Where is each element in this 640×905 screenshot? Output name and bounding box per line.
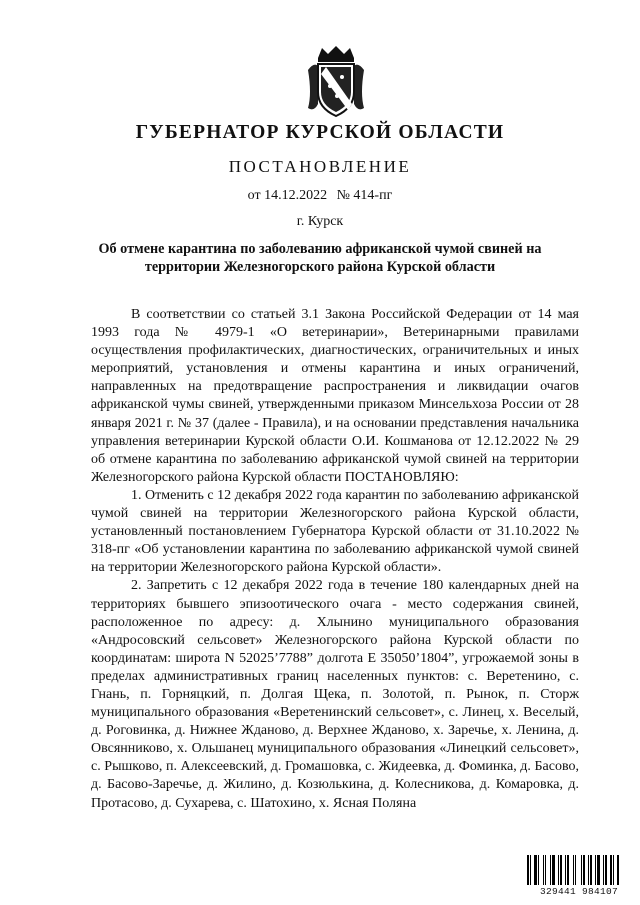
- kursk-coat-of-arms-icon: [304, 44, 368, 118]
- document-number: № 414-пг: [336, 188, 393, 203]
- barcode: [527, 855, 631, 897]
- authority-title: ГУБЕРНАТОР КУРСКОЙ ОБЛАСТИ: [135, 122, 505, 143]
- document-subject: [70, 240, 570, 276]
- document-date-number: [0, 188, 640, 204]
- item-1-paragraph: 1. Отменить с 12 декабря 2022 года карантин по заболеванию африканской чумой свиней на территории Железногорского района Курской области, установленный постановлением Губернатора Курской области от 31.10.2022 № 318-пг «Об установлении карантина по заболеванию африканской чумой свиней на территории Железногорского района Курской области».: [91, 487, 579, 576]
- document-type: ПОСТАНОВЛЕНИЕ: [228, 157, 412, 176]
- document-city: г. Курск: [296, 214, 344, 229]
- document-body: [91, 306, 579, 813]
- barcode-number: 329441 984107: [539, 886, 618, 897]
- barcode-bars: [527, 855, 631, 885]
- subject-line-1: Об отмене карантина по заболеванию африканской чумой свиней на: [98, 241, 542, 257]
- item-2-paragraph: 2. Запретить с 12 декабря 2022 года в течение 180 календарных дней на территориях бывшего эпизоотического очага - место содержания свиней, расположенное по адресу: д. Хлынино муниципального образования «Андросовский сельсовет» Железногорского района Курской области по координатам: широта N 52025’7788” долгота E 35050’1804”, угрожаемой зоны в пределах административных границ населенных пунктов: с. Веретенино, с. Гнань, п. Горняцкий, п. Долгая Щека, п. Золотой, п. Рынок, п. Сторж муниципального образования «Веретенинский сельсовет», с. Линец, х. Веселый, д. Роговинка, д. Нижнее Жданово, д. Верхнее Жданово, х. Заречье, х. Ленина, д. Овсянниково, х. Ольшанец муниципального образования «Линецкий сельсовет», с. Рышково, п. Алексеевский, д. Громашовка, с. Жидеевка, д. Фоминка, д. Басово, д. Басово-Заречье, д. Жилино, д. Козюлькина, д. Колесникова, д. Комаровка, д. Протасово, д. Сухарева, с. Шатохино, х. Ясная Поляна: [91, 578, 579, 811]
- preamble-paragraph: В соответствии со статьей 3.1 Закона Российской Федерации от 14 мая 1993 года № 4979-1 «О ветеринарии», Ветеринарными правилами осуществления профилактических, диагностических, ограничительных и иных мероприятий, установления и отмены карантина и иных ограничений, направленных на предотвращение распространения и ликвидации очагов африканской чумы свиней, утвержденными приказом Минсельхоза России от 28 января 2021 г. № 37 (далее - Правила), и на основании представления начальника управления ветеринарии Курской области О.И. Кошманова от 12.12.2022 № 29 об отмене карантина по заболеванию африканской чумой свиней на территории Железногорского района Курской области ПОСТАНОВЛЯЮ:: [91, 307, 579, 485]
- document-date: от 14.12.2022: [247, 188, 328, 203]
- subject-line-2: территории Железногорского района Курской области: [144, 259, 496, 275]
